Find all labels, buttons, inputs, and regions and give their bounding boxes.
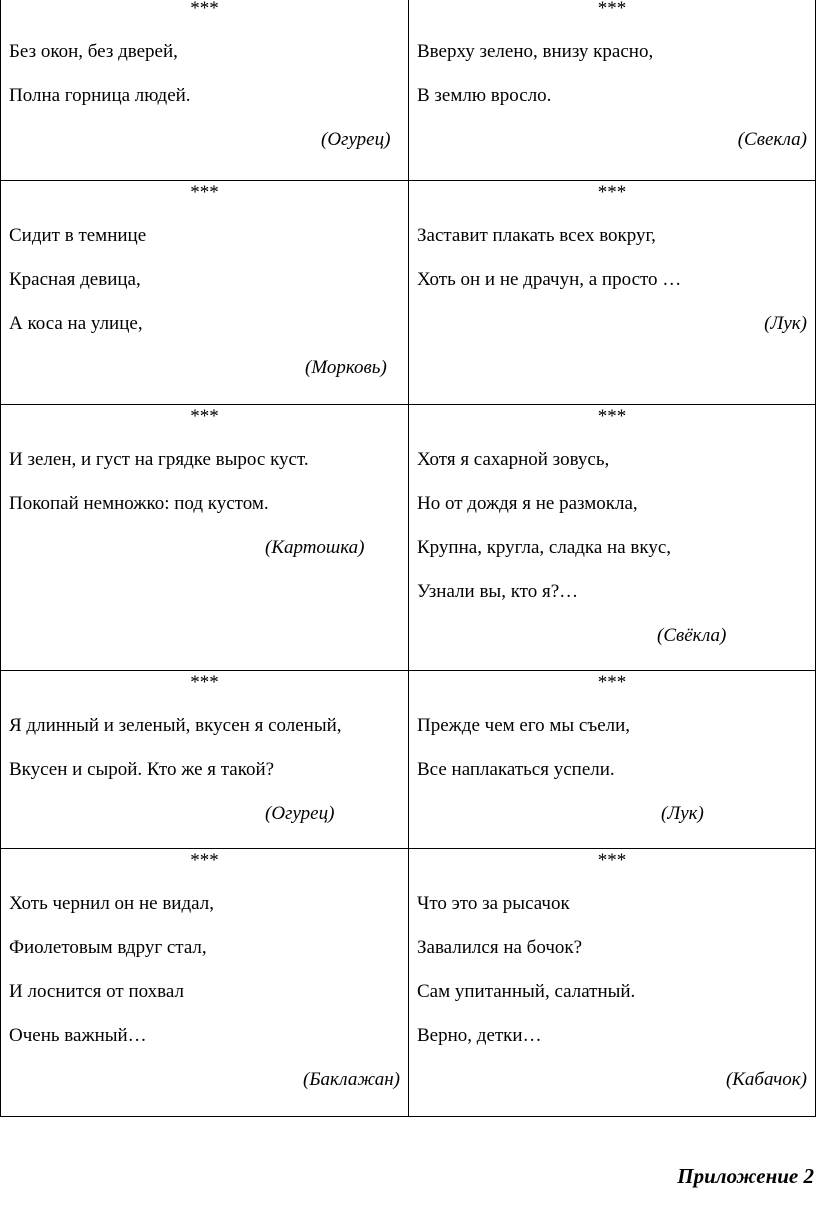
riddle-line: И лоснится от похвал [9,981,184,1002]
riddle-line: Покопай немножко: под кустом. [9,493,269,514]
riddle-line: Хоть он и не драчун, а просто … [417,269,682,290]
riddle-row [1,181,816,405]
stars-separator: *** [190,850,219,871]
riddle-line: Сам упитанный, салатный. [417,981,636,1002]
riddle-line: Фиолетовым вдруг стал, [9,937,207,958]
riddle-line: Крупна, кругла, сладка на вкус, [417,537,672,558]
stars-separator: *** [190,672,219,693]
riddle-line: Но от дождя я не размокла, [417,493,638,514]
riddle-line: А коса на улице, [9,313,143,334]
riddle-line: Завалился на бочок? [417,937,583,958]
riddle-cell [1,0,409,181]
riddle-answer: (Свекла) [737,129,807,150]
riddle-answer: (Морковь) [305,357,387,378]
riddle-answer: (Огурец) [265,803,335,824]
riddle-line: Сидит в темнице [9,225,147,246]
riddle-cell [1,405,409,671]
riddle-answer: (Баклажан) [303,1069,400,1090]
riddle-line: Вверху зелено, внизу красно, [417,41,654,62]
riddle-cell [409,181,816,405]
riddle-line: Очень важный… [9,1025,147,1046]
riddle-row [1,671,816,849]
riddle-line: Вкусен и сырой. Кто же я такой? [9,759,275,780]
stars-separator: *** [597,182,627,203]
riddle-answer: (Кабачок) [725,1069,807,1090]
stars-separator: *** [190,406,219,427]
riddle-row [1,0,816,181]
riddle-line: Красная девица, [9,269,141,290]
riddle-row [1,849,816,1117]
riddle-row [1,405,816,671]
riddle-line: Я длинный и зеленый, вкусен я соленый, [9,715,342,736]
riddle-line: Хотя я сахарной зовусь, [417,449,610,470]
riddle-line: Хоть чернил он не видал, [9,893,214,914]
riddle-cell [409,405,816,671]
appendix-title: Приложение 2 [677,1164,814,1188]
riddle-cell [1,671,409,849]
riddle-line: Все наплакаться успели. [417,759,615,780]
riddle-answer: (Свёкла) [657,625,727,646]
stars-separator: *** [190,182,219,203]
riddle-cell [1,849,409,1117]
riddle-line: Заставит плакать всех вокруг, [417,225,656,246]
riddle-line: И зелен, и густ на грядке вырос куст. [9,449,309,470]
riddle-answer: (Огурец) [321,129,391,150]
stars-separator: *** [190,0,219,19]
riddle-answer: (Лук) [764,313,807,334]
riddle-line: Что это за рысачок [417,893,570,914]
riddle-line: Без окон, без дверей, [9,41,178,62]
stars-separator: *** [597,0,627,19]
riddle-cell [409,0,816,181]
riddle-answer: (Картошка) [265,537,365,558]
riddle-line: Узнали вы, кто я?… [417,581,579,602]
riddle-cell [409,671,816,849]
riddle-cell [1,181,409,405]
stars-separator: *** [597,406,627,427]
riddle-line: Прежде чем его мы съели, [417,715,631,736]
riddle-line: Полна горница людей. [9,85,191,106]
riddle-cell [409,849,816,1117]
riddle-answer: (Лук) [661,803,704,824]
stars-separator: *** [597,850,627,871]
stars-separator: *** [597,672,627,693]
riddle-line: Верно, детки… [417,1025,542,1046]
riddle-line: В землю вросло. [417,85,552,106]
